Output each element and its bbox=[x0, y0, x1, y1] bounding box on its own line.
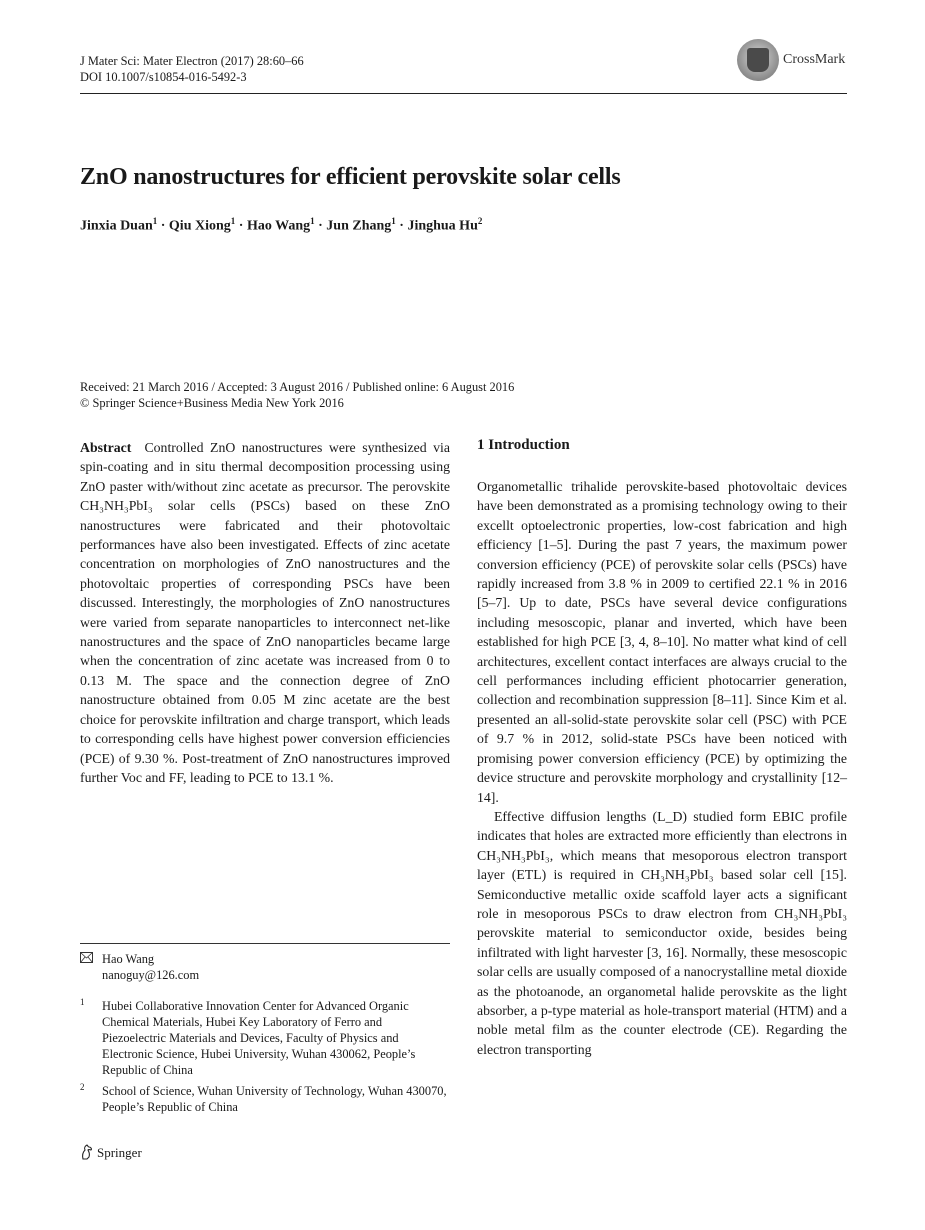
author-affiliation: 1 bbox=[310, 216, 315, 226]
springer-horse-icon bbox=[80, 1144, 94, 1160]
abstract bbox=[80, 438, 450, 787]
publisher-logo bbox=[80, 1144, 142, 1161]
abstract-text: Controlled ZnO nanostructures were synthesized via spin-coating and in situ thermal decomposition processing using ZnO paster with/without zinc acetate as precursor. The perovskite CH₃NH₃PbI₃ solar cells (PSCs) based on these ZnO nanostructures were fabricated and their photovoltaic performances have also been investigated. Effects of zinc acetate concentration on morphologies of ZnO nanostructures and the photovoltaic properties of corresponding PSCs have been discussed. Interestingly, the morphologies of ZnO nanostructures were varied from separate nanoparticles to interconnect net-like nanostructures and the space of ZnO nanoparticles became large when the concentration of zinc acetate was increased from 0 to 0.13 M. The space and the connection degree of ZnO nanostructure obtained from 0.05 M zinc acetate are the best choice for perovskite infiltration and charge transport, which leads to corresponding cells have highest power conversion efficiencies (PCE) of 9.30 %. Post-treatment of ZnO nanostructures improved further Voc and FF, leading to PCE to 13.1 %. bbox=[80, 440, 450, 785]
intro-paragraph: Organometallic trihalide perovskite-based photovoltaic devices have been demonstrated as a promising technology owing to their excellt optoelectronic properties, low-cost fabrication and high efficiency [1–5]. During the past 7 years, the maximum power conversion efficiency (PCE) of perovskite solar cells (PSCs) have rapidly increased from 3.8 % in 2009 to certified 22.1 % in 2016 [5–7]. Up to date, PSCs have several device configurations including mesoscopic, planar and inverted, which have been established for high PCE [3, 4, 8–10]. No matter what kind of cell architectures, excellent contact interfaces are always crucial to the cell performances including efficient photocarrier generation, collection and recombination suppression [8–11]. Since Kim et al. presented an all-solid-state perovskite solar cell (PSC) with PCE of 9.7 % in 2012, solid-state PSCs have been noticed with promising power conversion efficiency (PCE) by optimizing the device structure and perovskite morphology and crystallinity [12–14]. bbox=[477, 479, 847, 805]
author-name[interactable]: Jinxia Duan bbox=[80, 218, 153, 234]
contact-name: Hao Wang bbox=[102, 952, 155, 966]
article-title: ZnO nanostructures for efficient perovskite solar cells bbox=[80, 164, 621, 190]
journal-citation: J Mater Sci: Mater Electron (2017) 28:60–66 bbox=[80, 54, 304, 68]
author-name[interactable]: Hao Wang bbox=[246, 218, 311, 234]
publisher-name: Springer bbox=[97, 1145, 142, 1160]
journal-info bbox=[80, 53, 304, 85]
introduction-body bbox=[477, 477, 847, 1059]
journal-doi: DOI 10.1007/s10854-016-5492-3 bbox=[80, 70, 247, 84]
author-affiliation: 2 bbox=[477, 216, 483, 226]
author-name[interactable]: Jun Zhang bbox=[326, 218, 392, 234]
affiliation-number: 1 bbox=[80, 997, 85, 1007]
author-list: Jinxia Duan$^1$ · Qiu Xiong$^1$ · Hao Wang$^1$ · Jun Zhang$^1$ · Jinghua Hu$^2$ bbox=[80, 216, 483, 234]
affiliation-number: 2 bbox=[80, 1082, 85, 1092]
section-heading: 1 Introduction bbox=[477, 437, 570, 453]
author-name[interactable]: Jinghua Hu bbox=[407, 218, 478, 234]
footnote-rule bbox=[80, 943, 450, 944]
affiliation-2: School of Science, Wuhan University of Technology, Wuhan 430070, People’s Republic of China bbox=[102, 1084, 447, 1114]
contact-email[interactable]: nanoguy@126.com bbox=[102, 968, 200, 982]
abstract-heading: Abstract bbox=[80, 440, 132, 455]
copyright-line: © Springer Science+Business Media New York 2016 bbox=[80, 396, 344, 410]
author-affiliation: 1 bbox=[391, 216, 396, 226]
crossmark-badge-icon bbox=[737, 39, 779, 81]
envelope-icon bbox=[80, 952, 93, 963]
header-rule bbox=[80, 93, 847, 94]
dates-line: Received: 21 March 2016 / Accepted: 3 August 2016 / Published online: 6 August 2016 bbox=[80, 380, 515, 394]
intro-paragraph: Effective diffusion lengths (L_D) studied form EBIC profile indicates that holes are extracted more efficiently than electrons in CH₃NH₃PbI₃, which means that mesoporous electron transport layer (ETL) is required in CH₃NH₃PbI₃ based solar cell [15]. Semiconductive metallic oxide scaffold layer acts a significant role in mesoporous PSCs to draw electron from CH₃NH₃PbI₃ perovskite material to semiconductor oxide, besides being infiltrated with light harvester [3, 16]. Normally, these mesoscopic solar cells are usually composed of a nanocrystalline metal dioxide as the photoanode, an organometal halide perovskite as the light absorber, a p-type material as hole-transport material (HTM) and a noble metal film as the counter electrode (CE). Regarding the electron transporting bbox=[477, 808, 847, 1057]
author-name[interactable]: Qiu Xiong bbox=[168, 218, 231, 234]
author-affiliation: 1 bbox=[152, 216, 158, 226]
crossmark-link[interactable] bbox=[737, 39, 847, 83]
author-affiliation: 1 bbox=[230, 216, 236, 226]
corresponding-author bbox=[102, 951, 199, 983]
publication-history bbox=[80, 379, 514, 411]
crossmark-label: CrossMark bbox=[783, 52, 846, 67]
affiliation-1: Hubei Collaborative Innovation Center for Advanced Organic Chemical Materials, Hubei Key Laboratory of Ferro and Piezoelectric Materials and Devices, Faculty of Physics and Electronic Science, Hubei University, Wuhan 430062, People’s Republic of China bbox=[102, 999, 416, 1077]
